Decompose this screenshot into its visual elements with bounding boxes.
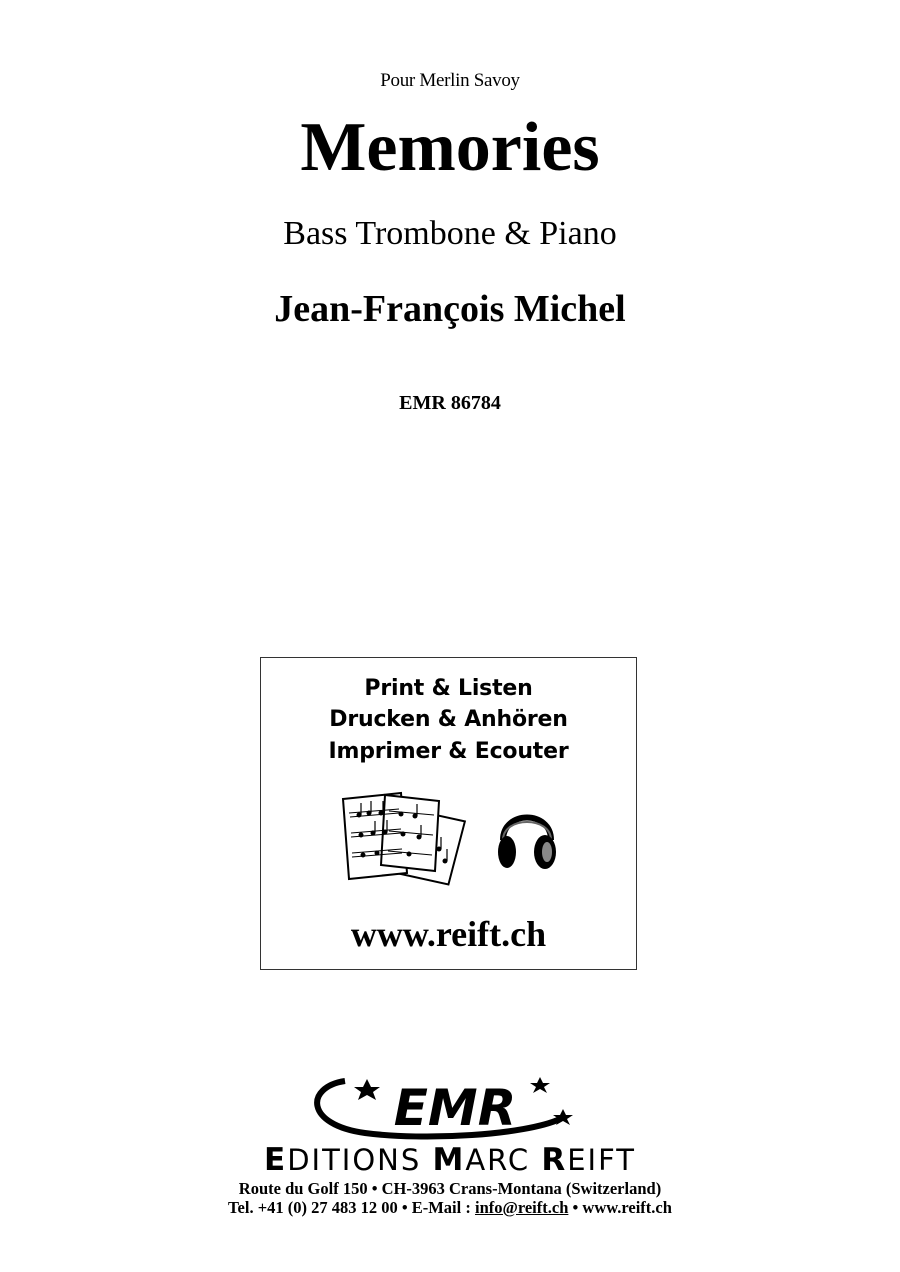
promo-website-link[interactable]: www.reift.ch: [350, 914, 547, 954]
publisher-initial-m: M: [432, 1142, 466, 1178]
composer: Jean-François Michel: [274, 288, 626, 330]
publisher-word-marc: ARC: [465, 1143, 542, 1177]
publisher-initial-e: E: [264, 1142, 288, 1178]
promo-line-english: Print & Listen: [364, 676, 533, 701]
page-title: Memories: [300, 109, 600, 186]
publisher-word-reift: EIFT: [567, 1143, 636, 1177]
publisher-word-editions: DITIONS: [287, 1143, 433, 1177]
catalog-number: EMR 86784: [399, 392, 501, 414]
publisher-contact: [0, 1198, 900, 1218]
telephone-text: Tel. +41 (0) 27 483 12 00 • E-Mail :: [228, 1198, 475, 1217]
publisher-address: Route du Golf 150 • CH-3963 Crans-Montana (Switzerland): [238, 1179, 662, 1198]
promo-line-german: Drucken & Anhören: [329, 707, 568, 732]
print-listen-box: [260, 657, 637, 970]
promo-line-french: Imprimer & Ecouter: [328, 739, 569, 764]
email-link[interactable]: info@reift.ch: [474, 1198, 569, 1217]
dedication: Pour Merlin Savoy: [380, 70, 520, 91]
website-text: • www.reift.ch: [568, 1198, 672, 1217]
emr-logo-text: EMR: [393, 1079, 517, 1137]
instrumentation: Bass Trombone & Piano: [283, 215, 617, 252]
headphones-icon: [495, 800, 559, 872]
sheet-music-icon: [339, 791, 469, 886]
publisher-initial-r: R: [541, 1142, 568, 1178]
emr-logo: [305, 1075, 585, 1143]
publisher-name: [0, 1142, 900, 1178]
